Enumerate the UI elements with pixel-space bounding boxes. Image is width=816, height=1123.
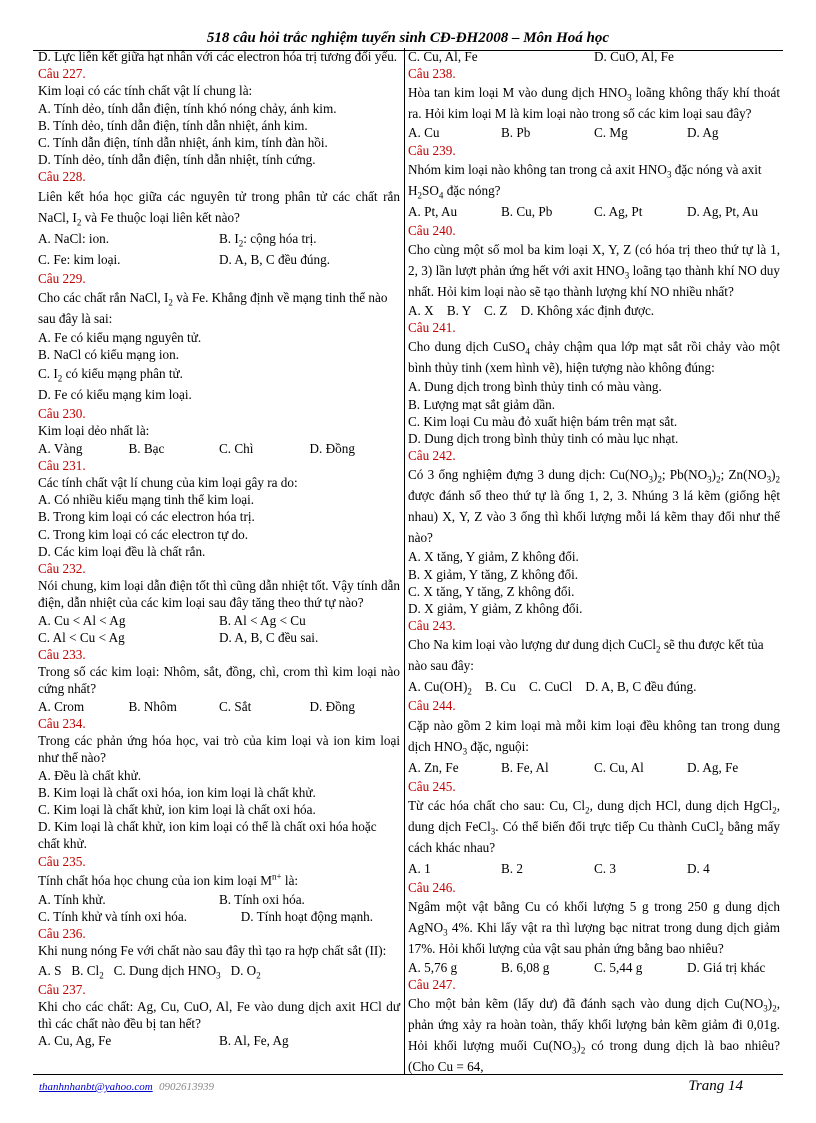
option-d: D. 4 (687, 860, 710, 876)
option-c: C. Dung dịch $HNO_3$ (113, 962, 221, 981)
question-239 (408, 142, 780, 222)
question-label: Câu 236. (38, 926, 86, 942)
question-247 (408, 976, 780, 1077)
option-a: A. Có nhiều kiểu mạng tinh thể kim loại. (38, 492, 255, 508)
option-c: C. Kim loại là chất khử, ion kim loại là chất oxi hóa. (38, 801, 316, 817)
option-c: C. Cu, Al (594, 759, 644, 775)
option-b: B. Fe, Al (501, 759, 549, 775)
question-label: Câu 229. (38, 270, 86, 286)
options-row (408, 858, 780, 879)
option-a: A. Cu (408, 125, 440, 141)
question-231 (38, 457, 400, 560)
options-row (38, 629, 400, 646)
option-c: C. Tính dẫn điện, tính dẫn nhiệt, ánh kim, tính đàn hồi. (38, 135, 328, 151)
question-text: Cho các chất rắn NaCl, $I_2$ và Fe. Khẳng định về mạng tinh thể nào sau đây là sai: (38, 289, 388, 326)
question-label: Câu 247. (408, 977, 456, 993)
option-a: A. 1 (408, 860, 431, 876)
question-text: Ngâm một vật bằng Cu có khối lượng 5 g trong 250 g dung dịch AgNO$_3$ 4%. Khi lấy vật ra thì lượng bạc nitrat trong dung dịch giảm 17%. Hỏi khối lượng của vật sau phản ứng bằng bao nhiêu? (408, 899, 780, 957)
options-row (38, 228, 400, 249)
option-a: A. Dung dịch trong bình thủy tinh có màu vàng. (408, 379, 662, 395)
question-label: Câu 246. (408, 879, 456, 895)
option-c: C. Mg (594, 125, 628, 141)
option-d: D. A, B, C đều đúng. (219, 251, 330, 267)
option-b: B. 6,08 g (501, 960, 550, 976)
option-b: B. 2 (501, 860, 523, 876)
option-b: B. Tính oxi hóa. (219, 891, 305, 907)
question-label: Câu 240. (408, 222, 456, 238)
question-text: Nói chung, kim loại dẫn điện tốt thì cũng dẫn nhiệt tốt. Vậy tính dẫn điện, dẫn nhiệt của các kim loại sau đây tăng theo thứ tự nào? (38, 578, 400, 611)
option-d: D. Ag, Pt, Au (687, 203, 759, 219)
q226-option-d: D. Lực liên kết giữa hạt nhân với các electron hóa trị tương đối yếu. (38, 49, 398, 64)
option-d: D. Đồng (309, 440, 355, 456)
question-text: Cho cùng một số mol ba kim loại X, Y, Z (có hóa trị theo thứ tự là 1, 2, 3) lần lượt phản ứng hết với axit $HNO_3$ loãng tạo thành khí NO duy nhất. Hỏi kim loại nào sẽ tạo thành lượng khí NO nhiều nhất? (408, 242, 780, 300)
option-a: A. Cu, Ag, Fe (38, 1033, 112, 1049)
question-text: Cặp nào gồm 2 kim loại mà mỗi kim loại đều không tan trong dung dịch $HNO_3$ đặc, nguội: (408, 717, 780, 757)
page-number: Trang 14 (688, 1078, 743, 1094)
question-228 (38, 168, 400, 269)
question-text: Trong các phản ứng hóa học, vai trò của kim loại và ion kim loại như thế nào? (38, 733, 400, 766)
question-241 (408, 319, 780, 447)
question-243 (408, 617, 780, 697)
question-label: Câu 238. (408, 66, 456, 82)
options-row: A. X B. Y C. Z D. Không xác định được. (408, 303, 655, 319)
option-b: B. Pb (501, 125, 531, 141)
option-b: B. Al, Fe, Ag (219, 1033, 289, 1049)
question-227 (38, 65, 400, 168)
option-c: C. Tính khử và tính oxi hóa. (38, 908, 188, 924)
question-label: Câu 243. (408, 618, 456, 634)
option-a: A. Pt, Au (408, 203, 458, 219)
option-d: D. Tính dẻo, tính dẫn điện, tính dẫn nhiệt, tính cứng. (38, 152, 316, 168)
option-b: B. NaCl có kiểu mạng ion. (38, 347, 180, 363)
question-238 (408, 65, 780, 141)
question-text: Cho Na kim loại vào lượng dư dung dịch CuCl$_2$ sẽ thu được kết tủa nào sau đây: (408, 637, 764, 674)
option-c: C. Kim loại Cu màu đỏ xuất hiện bám trên mạt sắt. (408, 413, 678, 429)
option-a: A. Zn, Fe (408, 759, 459, 775)
option-b: B. Kim loại là chất oxi hóa, ion kim loại là chất khử. (38, 784, 316, 800)
option-d: D. Ag, Fe (687, 759, 739, 775)
question-text: Từ các hóa chất cho sau: Cu, $Cl_2$, dung dịch HCl, dung dịch HgCl$_2$, dung dịch FeCl$_3$. Có thể biến đổi trực tiếp Cu thành CuCl$_2$ bằng mấy cách khác nhau? (408, 797, 780, 855)
question-label: Câu 235. (38, 853, 86, 869)
option-b: B. Lượng mạt sắt giảm dần. (408, 396, 556, 412)
option-a: A. Cu < Al < Ag (38, 612, 126, 628)
option-b: B. Tính dẻo, tính dẫn điện, tính dẫn nhiệt, ánh kim. (38, 117, 308, 133)
question-label: Câu 241. (408, 320, 456, 336)
question-234 (38, 715, 400, 853)
option-c: C. Fe: kim loại. (38, 251, 121, 267)
author-email-link[interactable]: thanhnhanbt@yahoo.com (39, 1081, 153, 1093)
question-236 (38, 925, 400, 980)
question-label: Câu 234. (38, 715, 86, 731)
option-d: D. Đồng (309, 698, 355, 714)
question-text: Cho dung dịch CuSO$_4$ chảy chậm qua lớp mạt sắt rồi chảy vào một bình thủy tinh (xem hình vẽ), hiện tượng nào không đúng: (408, 339, 780, 376)
options-row (408, 757, 780, 778)
option-d: D. Dung dịch trong bình thủy tinh có màu lục nhạt. (408, 431, 679, 447)
question-text: Khi nung nóng Fe với chất nào sau đây thì tạo ra hợp chất sắt (II): (38, 943, 387, 959)
question-text: Khi cho các chất: Ag, Cu, CuO, Al, Fe vào dung dịch axit HCl dư thì các chất nào đều bị tan hết? (38, 998, 400, 1031)
question-229 (38, 270, 400, 406)
question-text: Kim loại có các tính chất vật lí chung là: (38, 83, 253, 99)
question-text: Liên kết hóa học giữa các nguyên tử trong phân tử các chất rắn NaCl, $I_2$ và Fe thuộc loại liên kết nào? (38, 188, 400, 228)
options-row (38, 960, 400, 981)
question-text: Kim loại dẻo nhất là: (38, 423, 150, 439)
question-242 (408, 447, 780, 617)
option-c: C. Chì (219, 440, 254, 456)
question-244 (408, 697, 780, 777)
question-240 (408, 222, 780, 319)
question-label: Câu 237. (38, 981, 86, 997)
option-a: A. Fe có kiểu mạng nguyên tử. (38, 329, 202, 345)
options-row: A. $Cu(OH)_2$ B. Cu C. CuCl D. A, B, C đều đúng. (408, 679, 697, 698)
option-c: C. X tăng, Y tăng, Z không đổi. (408, 583, 575, 599)
options-row (408, 124, 780, 141)
options-row (38, 698, 400, 715)
question-text: Các tính chất vật lí chung của kim loại gây ra do: (38, 475, 298, 491)
option-b: B. Cu, Pb (501, 203, 553, 219)
option-b: B. X giảm, Y tăng, Z không đổi. (408, 566, 579, 582)
options-bcd: B. Cu C. CuCl D. A, B, C đều đúng. (485, 679, 697, 695)
question-text: Có 3 ống nghiệm đựng 3 dung dịch: $Cu(NO_3)_2$; $Pb(NO_3)_2$; $Zn(NO_3)_2$ được đánh số theo thứ tự là ống 1, 2, 3. Nhúng 3 lá kẽm (giống hệt nhau) X, Y, Z vào 3 ống thì khối lượng mỗi lá kẽm thay đổi như thế nào? (408, 467, 780, 546)
option-c: C. 3 (594, 860, 616, 876)
question-label: Câu 233. (38, 647, 86, 663)
options-row (38, 891, 400, 908)
option-c: C. Cu, Al, Fe (408, 49, 478, 64)
header-title: 518 câu hỏi trắc nghiệm tuyển sinh CĐ-ĐH2008 – Môn Hoá học (206, 30, 610, 46)
option-b: B. $I_2$: cộng hóa trị. (219, 230, 317, 249)
question-label: Câu 239. (408, 142, 456, 158)
option-b: B. $Cl_2$ (71, 962, 104, 981)
option-d: D. Fe có kiểu mạng kim loại. (38, 387, 192, 403)
question-label: Câu 228. (38, 169, 86, 185)
page-footer (33, 1074, 783, 1099)
option-d: D. A, B, C đều sai. (219, 629, 319, 645)
option-b: B. Nhôm (128, 698, 177, 714)
options-row (38, 249, 400, 270)
question-label: Câu 231. (38, 457, 86, 473)
options-row (38, 612, 400, 629)
question-230 (38, 405, 400, 457)
option-c: C. Sắt (219, 698, 252, 714)
option-c: C. Ag, Pt (594, 203, 643, 219)
option-a: A. Crom (38, 698, 85, 714)
option-a: A. X tăng, Y giảm, Z không đổi. (408, 549, 579, 565)
option-d: D. Giá trị khác (687, 960, 766, 976)
option-d: D. Ag (687, 125, 719, 141)
right-column (408, 48, 780, 1077)
question-text: Trong số các kim loại: Nhôm, sắt, đồng, chì, crom thì kim loại nào cứng nhất? (38, 664, 400, 697)
question-label: Câu 242. (408, 448, 456, 464)
options-row (408, 959, 780, 976)
question-text: Tính chất hóa học chung của ion kim loại $M^{n+}$ là: (38, 871, 299, 888)
option-c: C. 5,44 g (594, 960, 643, 976)
left-column (38, 48, 400, 1049)
option-b: B. Bạc (128, 440, 165, 456)
option-d: D. Kim loại là chất khử, ion kim loại có thể là chất oxi hóa hoặc chất khử. (38, 819, 377, 852)
question-text: Nhóm kim loại nào không tan trong cả axit $HNO_3$ đặc nóng và axit $H_2SO_4$ đặc nóng? (408, 161, 762, 201)
question-label: Câu 245. (408, 778, 456, 794)
option-c: C. Trong kim loại có các electron tự do. (38, 526, 249, 542)
option-a: A. Cu(OH) (408, 679, 468, 695)
option-a: A. Đều là chất khử. (38, 767, 142, 783)
option-c: C. Al < Cu < Ag (38, 629, 125, 645)
option-a: A. Tính dẻo, tính dẫn điện, tính khó nóng chảy, ánh kim. (38, 100, 337, 116)
question-label: Câu 232. (38, 561, 86, 577)
option-d: D. $O_2$ (230, 962, 261, 981)
author-phone: 0902613939 (159, 1081, 214, 1093)
option-a: A. S (38, 962, 62, 978)
question-233 (38, 646, 400, 715)
question-label: Câu 230. (38, 406, 86, 422)
question-label: Câu 227. (38, 66, 86, 82)
option-a: A. Vàng (38, 440, 83, 456)
question-text: Cho một bản kẽm (lấy dư) đã đánh sạch vào dung dịch $Cu(NO_3)_2$, phản ứng xảy ra hoàn toàn, thấy khối lượng bản kẽm giảm đi 0,01g. Hỏi khối lượng muối $Cu(NO_3)_2$ có trong dung dịch là bao nhiêu? (Cho Cu = 64, (408, 996, 781, 1075)
option-c: C. $I_2$ có kiểu mạng phân tử. (38, 366, 183, 384)
option-a: A. NaCl: ion. (38, 230, 110, 246)
option-a: A. 5,76 g (408, 960, 458, 976)
option-a: A. Tính khử. (38, 891, 106, 907)
option-b: B. Trong kim loại có các electron hóa trị. (38, 509, 255, 525)
options-row (408, 201, 780, 222)
question-245 (408, 778, 780, 879)
option-d: D. CuO, Al, Fe (594, 49, 674, 64)
option-d: D. X giảm, Y giảm, Z không đổi. (408, 601, 583, 617)
question-label: Câu 244. (408, 698, 456, 714)
q237-options-row (408, 48, 780, 65)
options-row (38, 1032, 400, 1049)
column-divider (404, 48, 405, 1074)
question-235 (38, 853, 400, 926)
question-246 (408, 879, 780, 976)
options-row (38, 908, 400, 925)
question-237 (38, 981, 400, 1050)
option-d: D. Các kim loại đều là chất rắn. (38, 543, 206, 559)
options-row (38, 440, 400, 457)
question-text: Hòa tan kim loại M vào dung dịch $HNO_3$ loãng không thấy khí thoát ra. Hỏi kim loại M là kim loại nào trong số các kim loại sau đây? (408, 85, 780, 122)
option-b: B. Al < Ag < Cu (219, 612, 306, 628)
question-232 (38, 560, 400, 646)
option-d: D. Tính hoạt động mạnh. (240, 908, 374, 924)
